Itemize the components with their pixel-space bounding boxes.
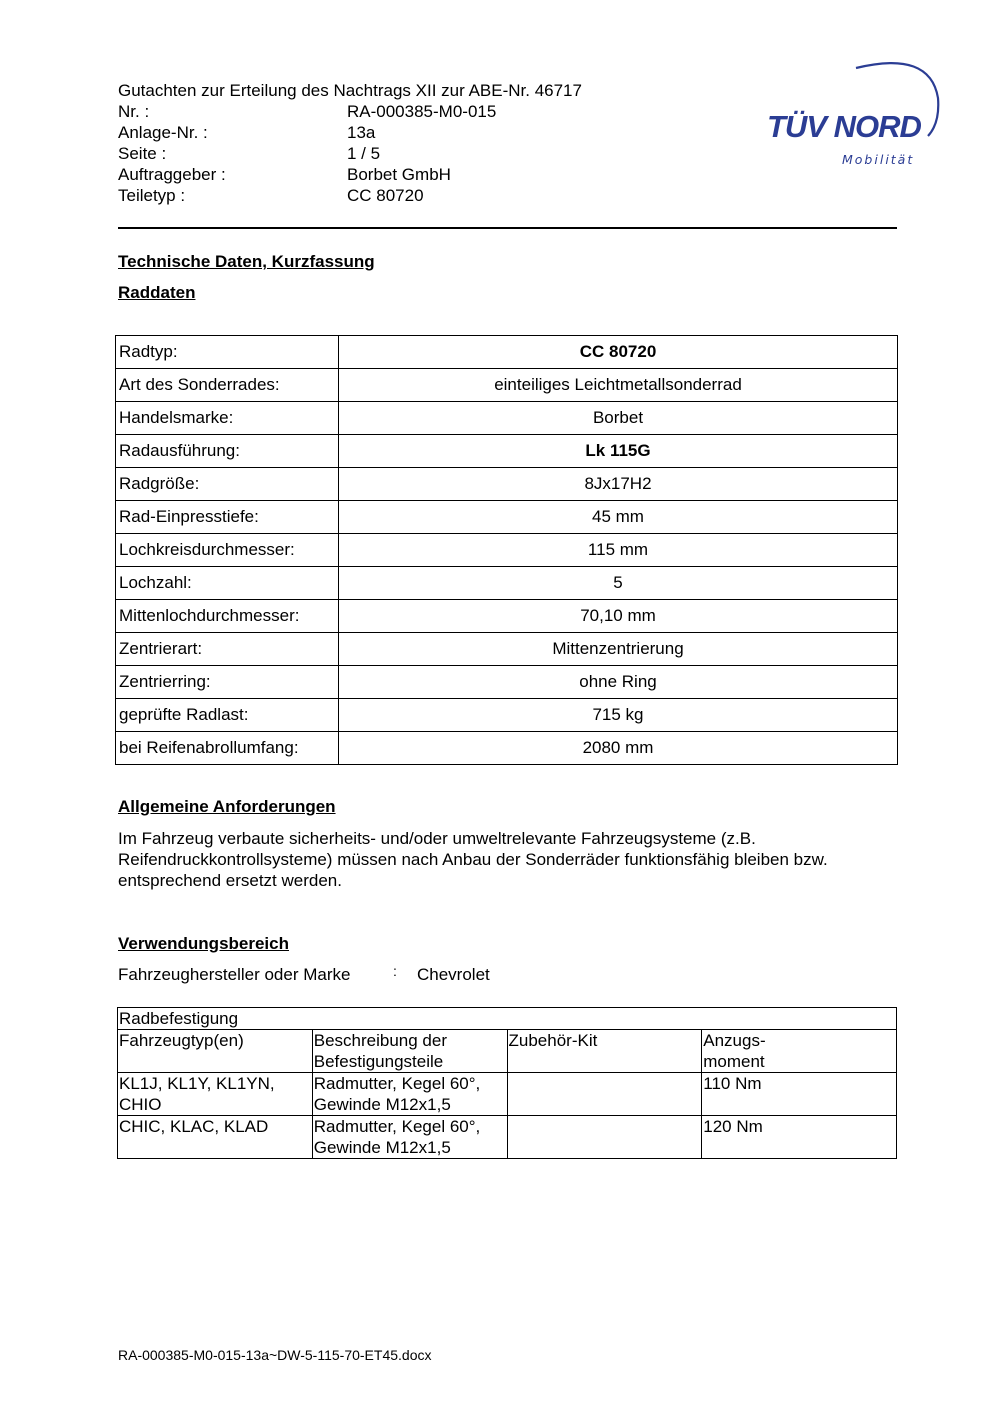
header-field-key: Nr. : — [118, 102, 150, 121]
header-cell: Anzugs- moment — [702, 1030, 897, 1073]
wheel-data-row — [116, 534, 898, 567]
mounting-cell: 120 Nm — [702, 1116, 897, 1159]
header-cell: Beschreibung der Befestigungsteile — [312, 1030, 507, 1073]
mounting-header-row — [118, 1030, 897, 1073]
wheel-data-value: ohne Ring — [339, 666, 898, 699]
wheel-data-label: Rad-Einpresstiefe: — [116, 501, 339, 534]
wheel-data-heading: Raddaten — [118, 283, 196, 302]
wheel-data-row — [116, 336, 898, 369]
logo-brand-text: TÜV NORD — [767, 109, 921, 144]
wheel-data-label: Art des Sonderrades: — [116, 369, 339, 402]
manufacturer-value: Chevrolet — [417, 965, 490, 984]
wheel-data-row — [116, 402, 898, 435]
wheel-data-row — [116, 666, 898, 699]
mounting-table — [117, 1007, 897, 1159]
header-field-value: 13a — [347, 123, 376, 142]
wheel-data-row — [116, 567, 898, 600]
header-cell: Fahrzeugtyp(en) — [118, 1030, 313, 1073]
header-field-key: Seite : — [118, 144, 167, 163]
mounting-row — [118, 1116, 897, 1159]
wheel-data-row — [116, 699, 898, 732]
footer-filename: RA-000385-M0-015-13a~DW-5-115-70-ET45.docx — [118, 1347, 432, 1363]
section-heading: Technische Daten, Kurzfassung — [118, 252, 375, 271]
wheel-data-value: 115 mm — [339, 534, 898, 567]
wheel-data-value: 70,10 mm — [339, 600, 898, 633]
report-title: Gutachten zur Erteilung des Nachtrags XII zur ABE-Nr. 46717 — [118, 81, 582, 100]
wheel-data-label: Radgröße: — [116, 468, 339, 501]
mounting-cell: CHIC, KLAC, KLAD — [118, 1116, 313, 1159]
general-requirements-text — [118, 828, 908, 891]
wheel-data-row — [116, 468, 898, 501]
wheel-data-row — [116, 633, 898, 666]
paragraph-line: entsprechend ersetzt werden. — [118, 871, 342, 890]
wheel-data-label: bei Reifenabrollumfang: — [116, 732, 339, 765]
wheel-data-row — [116, 501, 898, 534]
wheel-data-value: 715 kg — [339, 699, 898, 732]
wheel-data-row — [116, 600, 898, 633]
wheel-data-row — [116, 732, 898, 765]
header-divider — [118, 227, 897, 229]
wheel-data-table — [115, 335, 898, 765]
mounting-cell: KL1J, KL1Y, KL1YN, CHIO — [118, 1073, 313, 1116]
wheel-data-value: 5 — [339, 567, 898, 600]
mounting-cell: Radmutter, Kegel 60°, Gewinde M12x1,5 — [312, 1073, 507, 1116]
header-field-value: Borbet GmbH — [347, 165, 451, 184]
manufacturer-colon: : — [393, 963, 397, 979]
wheel-data-value: Mittenzentrierung — [339, 633, 898, 666]
usage-heading: Verwendungsbereich — [118, 934, 289, 953]
mounting-cell — [507, 1116, 702, 1159]
header-field-key: Anlage-Nr. : — [118, 123, 208, 142]
wheel-data-value: 2080 mm — [339, 732, 898, 765]
wheel-data-label: geprüfte Radlast: — [116, 699, 339, 732]
header-cell: Zubehör-Kit — [507, 1030, 702, 1073]
header-field-value: CC 80720 — [347, 186, 424, 205]
mounting-cell: 110 Nm — [702, 1073, 897, 1116]
wheel-data-label: Mittenlochdurchmesser: — [116, 600, 339, 633]
wheel-data-value: Lk 115G — [339, 435, 898, 468]
wheel-data-label: Lochzahl: — [116, 567, 339, 600]
wheel-data-row — [116, 369, 898, 402]
wheel-data-label: Handelsmarke: — [116, 402, 339, 435]
tuv-nord-logo — [760, 58, 940, 173]
wheel-data-value: Borbet — [339, 402, 898, 435]
paragraph-line: Im Fahrzeug verbaute sicherheits- und/oder umweltrelevante Fahrzeugsysteme (z.B. — [118, 829, 756, 848]
logo-subtitle-text: Mobilität — [842, 152, 915, 167]
header-field-value: 1 / 5 — [347, 144, 381, 163]
wheel-data-label: Lochkreisdurchmesser: — [116, 534, 339, 567]
wheel-data-value: 8Jx17H2 — [339, 468, 898, 501]
mounting-cell: Radmutter, Kegel 60°, Gewinde M12x1,5 — [312, 1116, 507, 1159]
mounting-row — [118, 1073, 897, 1116]
header-field-key: Auftraggeber : — [118, 165, 226, 184]
wheel-data-label: Radtyp: — [116, 336, 339, 369]
wheel-data-label: Zentrierring: — [116, 666, 339, 699]
manufacturer-label: Fahrzeughersteller oder Marke — [118, 965, 351, 984]
wheel-data-label: Zentrierart: — [116, 633, 339, 666]
wheel-data-row — [116, 435, 898, 468]
general-requirements-heading: Allgemeine Anforderungen — [118, 797, 336, 816]
mounting-caption: Radbefestigung — [118, 1008, 897, 1030]
wheel-data-value: CC 80720 — [339, 336, 898, 369]
wheel-data-value: 45 mm — [339, 501, 898, 534]
wheel-data-value: einteiliges Leichtmetallsonderrad — [339, 369, 898, 402]
mounting-cell — [507, 1073, 702, 1116]
wheel-data-label: Radausführung: — [116, 435, 339, 468]
header-field-key: Teiletyp : — [118, 186, 186, 205]
paragraph-line: Reifendruckkontrollsysteme) müssen nach Anbau der Sonderräder funktionsfähig bleiben bzw. — [118, 850, 828, 869]
header-field-value: RA-000385-M0-015 — [347, 102, 497, 121]
